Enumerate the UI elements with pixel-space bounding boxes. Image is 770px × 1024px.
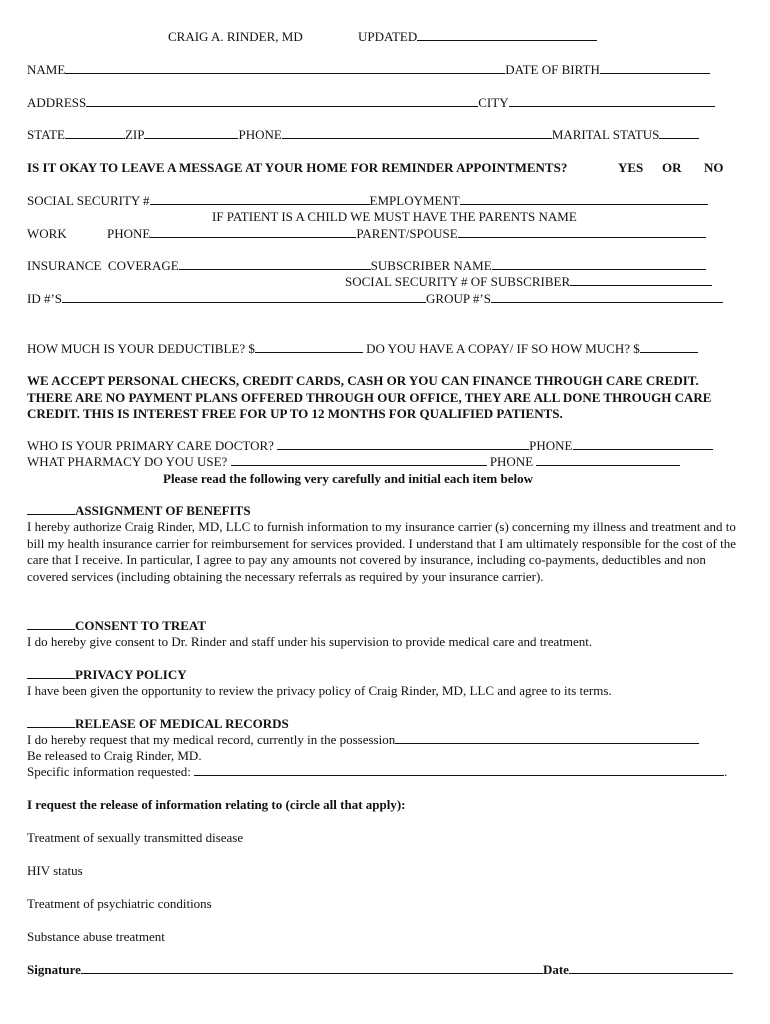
address-label: ADDRESS <box>27 95 87 110</box>
payment-notice: WE ACCEPT PERSONAL CHECKS, CREDIT CARDS, CASH OR YOU CAN FINANCE THROUGH CARE CREDIT. THERE ARE NO PAYMENT PLANS OFFERED THROUGH OUR OFFICE, THEY ARE ALL DONE THROUGH CARE CREDIT. THIS IS INTEREST FREE FOR UP TO 12 MONTHS FOR QUALIFIED PATIENTS. <box>27 373 712 421</box>
date-blank[interactable] <box>569 962 733 974</box>
coverage-label: INSURANCE COVERAGE <box>27 258 179 273</box>
release-title: RELEASE OF MEDICAL RECORDS <box>75 716 289 731</box>
assignment-initial-blank[interactable] <box>27 503 75 515</box>
ssn-row <box>27 193 708 209</box>
consent-body: I do hereby give consent to Dr. Rinder and staff under his supervision to provide medical care and treatment. <box>27 634 593 649</box>
assignment-title: ASSIGNMENT OF BENEFITS <box>75 503 251 518</box>
employment-label: EMPLOYMENT <box>369 193 460 208</box>
zip-blank[interactable] <box>144 127 238 139</box>
ssn-blank[interactable] <box>150 193 370 205</box>
pcp-phone-label: PHONE <box>529 438 573 453</box>
work-row <box>27 226 67 242</box>
coverage-blank[interactable] <box>179 258 371 270</box>
option-substance-abuse[interactable]: Substance abuse treatment <box>27 929 165 944</box>
dob-blank[interactable] <box>600 62 710 74</box>
pharmacy-blank[interactable] <box>231 454 487 466</box>
address-row <box>27 95 715 111</box>
id-label: ID #’S <box>27 291 63 306</box>
copay-label: DO YOU HAVE A COPAY/ IF SO HOW MUCH? $ <box>366 341 640 356</box>
phone-blank[interactable] <box>282 127 552 139</box>
doctor-name: CRAIG A. RINDER, MD <box>168 29 303 44</box>
pcp-label: WHO IS YOUR PRIMARY CARE DOCTOR? <box>27 438 274 453</box>
child-note: IF PATIENT IS A CHILD WE MUST HAVE THE PARENTS NAME <box>212 209 577 224</box>
updated-field: UPDATED <box>358 29 597 45</box>
subscriber-ssn-label: SOCIAL SECURITY # OF SUBSCRIBER <box>345 274 571 289</box>
consent-heading <box>27 618 206 634</box>
release-possession-blank[interactable] <box>395 732 699 744</box>
parent-label: PARENT/SPOUSE <box>356 226 458 241</box>
city-blank[interactable] <box>509 95 715 107</box>
pharmacy-phone-label: PHONE <box>489 454 534 469</box>
state-label: STATE <box>27 127 65 142</box>
consent-title: CONSENT TO TREAT <box>75 618 207 633</box>
message-no[interactable]: NO <box>704 160 724 175</box>
name-row <box>27 62 710 78</box>
circle-heading: I request the release of information relating to (circle all that apply): <box>27 797 406 812</box>
state-row <box>27 127 699 143</box>
city-label: CITY <box>478 95 509 110</box>
subscriber-ssn-blank[interactable] <box>570 274 712 286</box>
id-row <box>27 291 723 307</box>
signature-label: Signature <box>27 962 81 977</box>
option-hiv[interactable]: HIV status <box>27 863 83 878</box>
signature-blank[interactable] <box>81 962 543 974</box>
message-question: IS IT OKAY TO LEAVE A MESSAGE AT YOUR HOME FOR REMINDER APPOINTMENTS? <box>27 160 568 175</box>
work-phone-blank[interactable] <box>150 226 356 238</box>
pcp-row <box>27 438 713 454</box>
release-info-blank[interactable] <box>194 764 724 776</box>
name-blank[interactable] <box>65 62 505 74</box>
privacy-body: I have been given the opportunity to review the privacy policy of Craig Rinder, MD, LLC and agree to its terms. <box>27 683 612 698</box>
ssn-label: SOCIAL SECURITY # <box>27 193 150 208</box>
privacy-initial-blank[interactable] <box>27 667 75 679</box>
assignment-heading <box>27 503 251 519</box>
group-label: GROUP #’S <box>426 291 491 306</box>
subscriber-ssn-row <box>345 274 712 290</box>
option-psychiatric[interactable]: Treatment of psychiatric conditions <box>27 896 212 911</box>
updated-blank[interactable] <box>417 29 597 41</box>
zip-label: ZIP <box>124 127 145 142</box>
name-label: NAME <box>27 62 66 77</box>
insurance-row <box>27 258 706 274</box>
deductible-blank[interactable] <box>255 341 363 353</box>
work-phone-label: PHONE <box>107 226 151 241</box>
phone-label: PHONE <box>238 127 282 142</box>
deductible-label: HOW MUCH IS YOUR DEDUCTIBLE? $ <box>27 341 255 356</box>
state-blank[interactable] <box>65 127 125 139</box>
message-or: OR <box>662 160 682 175</box>
dob-label: DATE OF BIRTH <box>505 62 600 77</box>
pharmacy-label: WHAT PHARMACY DO YOU USE? <box>27 454 228 469</box>
release-line1: I do hereby request that my medical record, currently in the possession <box>27 732 699 748</box>
marital-blank[interactable] <box>659 127 699 139</box>
date-label: Date <box>542 962 569 977</box>
privacy-heading <box>27 667 187 683</box>
release-heading <box>27 716 289 732</box>
consent-initial-blank[interactable] <box>27 618 75 630</box>
marital-label: MARITAL STATUS <box>551 127 660 142</box>
id-blank[interactable] <box>62 291 426 303</box>
address-blank[interactable] <box>86 95 478 107</box>
pcp-blank[interactable] <box>277 438 529 450</box>
copay-blank[interactable] <box>640 341 698 353</box>
work-phone-row <box>107 226 706 242</box>
group-blank[interactable] <box>491 291 723 303</box>
release-line3: Specific information requested: . <box>27 764 728 779</box>
pharmacy-row <box>27 454 680 470</box>
assignment-body: I hereby authorize Craig Rinder, MD, LLC to furnish information to my insurance carrier (s) concerning my illness and treatment and to bill my health insurance carrier for reimbursement for services provided. I understand that I am ultimately responsible for the cost of the care that I receive. In particular, I agree to pay any amounts not covered by insurance, including co-payments, deductibles and non covered services (including obtaining the necessary referrals as required by your insurance carrier). <box>27 519 736 584</box>
message-yes[interactable]: YES <box>618 160 644 175</box>
signature-row <box>27 962 733 978</box>
subscriber-label: SUBSCRIBER NAME <box>370 258 492 273</box>
option-std[interactable]: Treatment of sexually transmitted disease <box>27 830 244 845</box>
instructions: Please read the following very carefully and initial each item below <box>163 471 533 486</box>
work-label: WORK <box>27 226 67 241</box>
release-line2: Be released to Craig Rinder, MD. <box>27 748 202 763</box>
employment-blank[interactable] <box>460 193 708 205</box>
deductible-row <box>27 341 698 357</box>
pharmacy-phone-blank[interactable] <box>536 454 680 466</box>
subscriber-blank[interactable] <box>492 258 706 270</box>
parent-blank[interactable] <box>458 226 706 238</box>
privacy-title: PRIVACY POLICY <box>75 667 187 682</box>
pcp-phone-blank[interactable] <box>573 438 713 450</box>
release-initial-blank[interactable] <box>27 716 75 728</box>
